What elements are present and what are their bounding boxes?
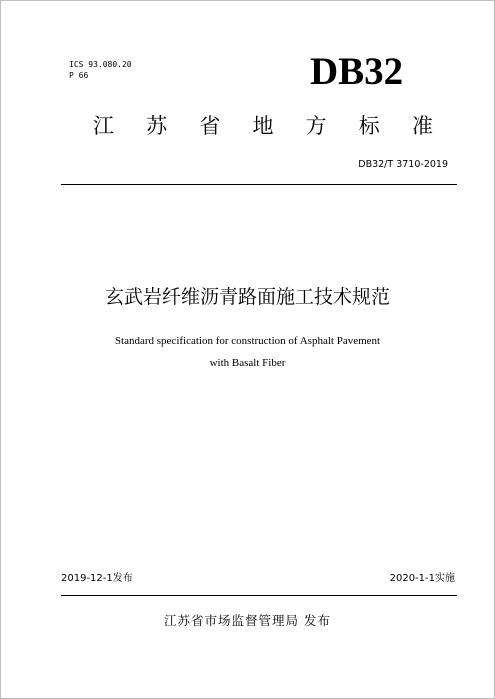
issue-date: 2019-12-1发布 [61,573,133,584]
implementation-date: 2020-1-1实施 [389,573,455,584]
bottom-divider [61,595,457,596]
classification-code: P 66 [69,71,89,80]
standard-type-title [93,111,433,141]
standard-number: DB32/T 3710-2019 [358,159,448,170]
ics-block [69,59,132,81]
standard-type-char: 省 [199,114,221,138]
document-title-english-line2: with Basalt Fiber [209,357,286,369]
standard-code: DB32 [310,50,404,93]
standard-type-char: 苏 [146,114,168,138]
top-divider [61,184,457,185]
document-title-english-line1: Standard specification for construction of Asphalt Pavement [114,335,381,347]
standard-type-char: 准 [411,114,433,138]
document-title-chinese: 玄武岩纤维沥青路面施工技术规范 [104,286,390,308]
standard-type-char: 地 [252,114,274,138]
standard-type-char: 标 [358,114,380,138]
publisher: 江苏省市场监督管理局 发布 [164,613,331,628]
ics-code: ICS 93.080.20 [69,60,132,69]
standard-type-char: 江 [93,114,114,138]
standard-type-char: 方 [305,114,327,138]
